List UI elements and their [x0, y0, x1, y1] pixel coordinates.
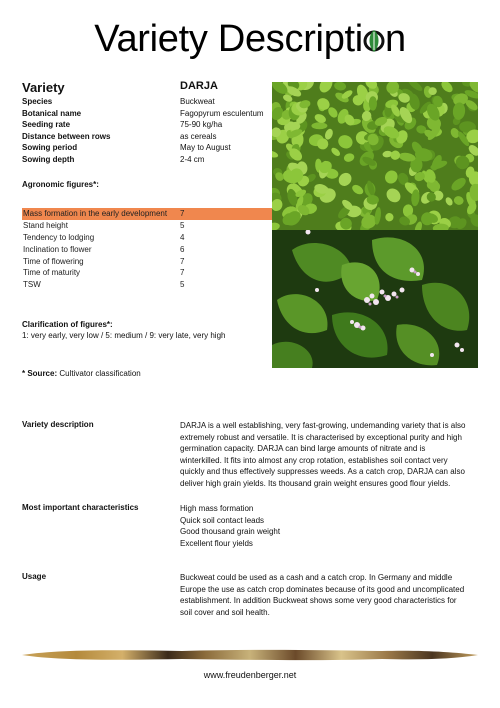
agronomic-value: 6 — [180, 244, 185, 254]
characteristic-item: Quick soil contact leads — [180, 515, 265, 525]
page-title — [0, 18, 500, 61]
characteristics-label: Most important characteristics — [22, 503, 139, 512]
agronomic-label: Inclination to flower — [23, 244, 92, 254]
usage-line: establishment. In addition Buckweat shows some very good characteristics for — [180, 596, 457, 605]
usage-text — [180, 572, 482, 618]
spec-label: Botanical name — [22, 108, 82, 118]
spec-value: Fagopyrum esculentum — [180, 108, 264, 118]
characteristic-item: Excellent flour yields — [180, 538, 253, 548]
agronomic-label: Mass formation in the early development — [23, 209, 168, 218]
spec-row — [22, 109, 272, 121]
page-title-text-b: n — [384, 18, 406, 60]
page-title-text-a: Variety Descripti — [94, 18, 363, 60]
spec-label: Sowing depth — [22, 154, 75, 164]
agronomic-value: 5 — [180, 220, 185, 230]
agronomic-row-highlighted — [22, 208, 272, 220]
agronomic-row — [22, 244, 272, 256]
spec-table — [22, 97, 272, 167]
flowering-plant-image — [272, 230, 478, 368]
agronomic-value: 7 — [180, 256, 185, 266]
usage-line: Europe the use as catch crop dominates because of its good and uncomplicated — [180, 584, 465, 594]
source-note — [22, 369, 141, 378]
agronomic-value: 7 — [180, 209, 185, 218]
agronomic-label: Stand height — [23, 220, 68, 230]
spec-value: Buckweat — [180, 97, 215, 106]
variety-label: Variety — [22, 80, 65, 95]
spec-value: May to August — [180, 143, 231, 153]
agronomic-row — [22, 267, 272, 279]
spec-value: 2-4 cm — [180, 154, 205, 164]
agronomic-row — [22, 232, 272, 244]
characteristic-item: High mass formation — [180, 504, 254, 513]
clarification-heading: Clarification of figures*: — [22, 320, 113, 329]
description-line: extremely robust and versatile. It is characterised by exceptional purity and high — [180, 432, 462, 442]
spec-value: 75-90 kg/ha — [180, 120, 223, 130]
spec-label: Seeding rate — [22, 120, 71, 130]
agronomic-row — [22, 256, 272, 268]
agronomic-value: 4 — [180, 232, 185, 242]
usage-line: Buckweat could be used as a cash and a catch crop. In Germany and middle — [180, 573, 453, 582]
agronomic-value: 5 — [180, 280, 185, 290]
variety-description-text — [180, 420, 482, 489]
description-line: germination capacity. DARJA can bind large amounts of nitrate and is — [180, 444, 426, 453]
agronomic-label: TSW — [23, 280, 41, 290]
clarification-text: 1: very early, very low / 5: medium / 9: very late, very high — [22, 331, 226, 340]
description-line: winterkilled. It fits into almost any crop rotation, establishes soil contact very — [180, 455, 448, 465]
source-label: * Source: — [22, 369, 58, 378]
leaf-logo-icon — [363, 26, 385, 52]
spec-row — [22, 132, 272, 144]
seed-strip-image — [22, 648, 478, 662]
variety-value: DARJA — [180, 80, 218, 92]
footer-website: www.freudenberger.net — [203, 670, 297, 680]
spec-label: Distance between rows — [22, 131, 111, 141]
agronomic-label: Time of flowering — [23, 256, 84, 266]
description-line: DARJA is a well establishing, very fast-growing, undemanding variety that is also — [180, 421, 466, 430]
variety-description-label: Variety description — [22, 420, 94, 429]
seedling-field-image — [272, 82, 478, 230]
agronomic-row — [22, 220, 272, 232]
agronomic-table — [22, 208, 272, 291]
agronomic-label: Tendency to lodging — [23, 232, 95, 242]
description-line: quickly and thus effectively suppresses weeds. As a catch crop, DARJA can also — [180, 467, 465, 476]
spec-row — [22, 120, 272, 132]
agronomic-value: 7 — [180, 268, 185, 278]
agronomic-label: Time of maturity — [23, 268, 81, 278]
spec-row — [22, 143, 272, 155]
source-text: Cultivator classification — [59, 369, 141, 378]
spec-row — [22, 97, 272, 109]
agronomic-row — [22, 279, 272, 291]
usage-label: Usage — [22, 572, 47, 581]
spec-label: Species — [22, 97, 53, 106]
spec-row — [22, 155, 272, 167]
characteristics-list — [180, 503, 482, 549]
agronomic-heading: Agronomic figures*: — [22, 180, 99, 189]
characteristic-item: Good thousand grain weight — [180, 527, 281, 536]
spec-label: Sowing period — [22, 143, 78, 153]
usage-line: soil cover and soil health. — [180, 607, 270, 617]
description-line: deliver high grain yields. Its thousand grain weight ensures good flour yields. — [180, 478, 451, 488]
spec-value: as cereals — [180, 131, 217, 141]
